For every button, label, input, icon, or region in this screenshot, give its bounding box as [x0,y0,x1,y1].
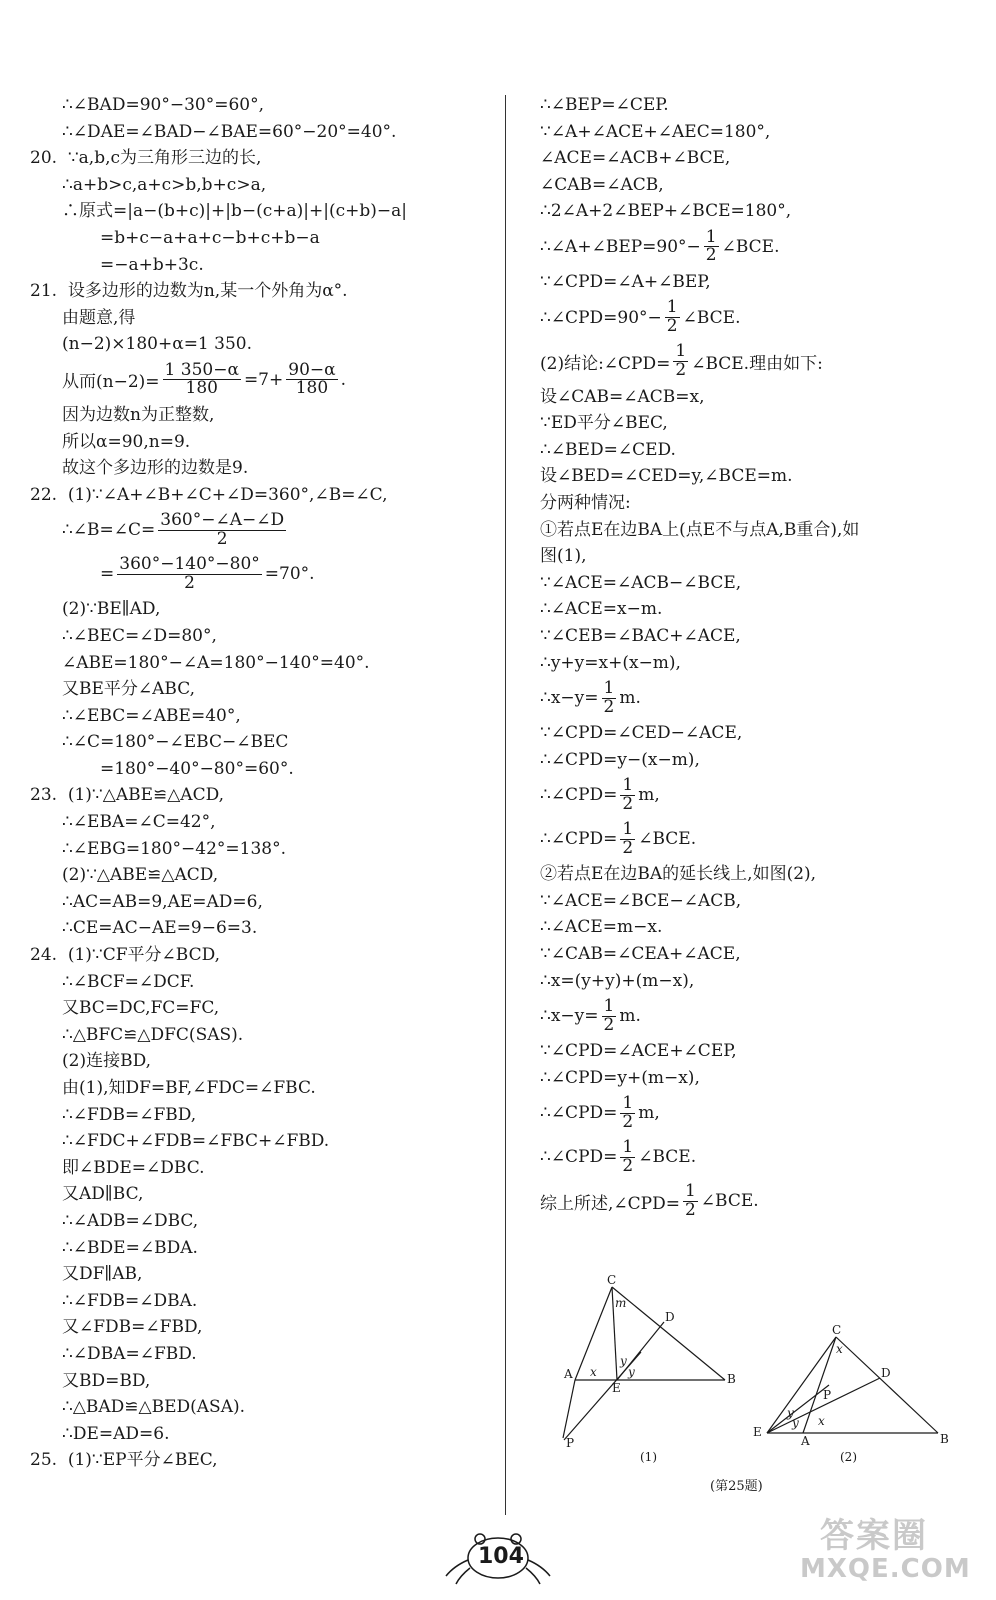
figure-caption: (第25题) [710,1479,763,1494]
svg-text:D: D [665,1310,675,1324]
text-line: 设∠CAB=∠ACB=x, [540,386,705,407]
fraction-line: ∴x−y= $\frac{1}{2}$ m. [540,995,641,1035]
fraction-line: ∴∠CPD= $\frac{1}{2}$ ∠BCE. [540,818,697,858]
svg-text:C: C [832,1323,842,1337]
text-line: =180°−40°−80°=60°. [100,758,294,779]
text-line: ∴CE=AC−AE=9−6=3. [62,918,258,939]
svg-text:y: y [628,1365,635,1379]
svg-text:y: y [787,1406,794,1420]
text-line: ∠CAB=∠ACB, [540,174,664,195]
svg-text:(2): (2) [840,1450,857,1464]
question-20: 20. ∵a,b,c为三角形三边的长, [30,148,262,169]
text-line: ∴∠BDE=∠BDA. [62,1237,198,1258]
text-line: ∵∠ACE=∠BCE−∠ACB, [540,890,742,911]
text-line: 因为边数n为正整数, [62,404,215,425]
question-22: 22. (1)∵∠A+∠B+∠C+∠D=360°,∠B=∠C, [30,484,388,505]
left-column [30,92,490,1474]
text-line: ∠ACE=∠ACB+∠BCE, [540,148,731,169]
text-line: ∴∠BEP=∠CEP. [540,95,669,115]
figure-2-labels [753,1323,949,1464]
text-line: ∴AC=AB=9,AE=AD=6, [62,891,263,912]
svg-text:A: A [801,1434,810,1448]
text-line: ∴原式=|a−(b+c)|+|b−(c+a)|+|(c+b)−a| [62,201,407,222]
text-line: ∴∠CPD=y−(x−m), [540,749,700,770]
text-line: (2)∵BE∥AD, [62,599,161,620]
svg-text:P: P [823,1388,832,1402]
fraction-line: ∴∠CPD= $\frac{1}{2}$ ∠BCE. [540,1137,697,1176]
text-line: ∴△BAD≌△BED(ASA). [62,1397,246,1418]
text-line: ∵∠CEB=∠BAC+∠ACE, [540,625,741,646]
text-line: 即∠BDE=∠DBC. [62,1157,205,1178]
text-line: ∴∠FDC+∠FDB=∠FBC+∠FBD. [62,1131,330,1152]
column-divider [505,95,506,1515]
svg-text:y: y [792,1416,799,1430]
watermark: 答案圈 MXQE.COM [800,1516,971,1584]
text-line: ∴∠BCF=∠DCF. [62,971,195,992]
text-line: ∴△BFC≌△DFC(SAS). [62,1024,244,1045]
text-line: ∴∠EBG=180°−42°=138°. [62,838,287,859]
right-column [540,92,970,1223]
svg-text:D: D [881,1366,891,1380]
svg-text:B: B [727,1372,736,1386]
fraction-line: (2)结论:∠CPD= $\frac{1}{2}$ ∠BCE.理由如下: [540,341,823,381]
text-line: 又BD=BD, [62,1370,151,1391]
svg-text:x: x [818,1414,825,1428]
svg-text:x: x [836,1342,843,1356]
text-line: ∴∠DBA=∠FBD. [62,1343,197,1364]
text-line: ∵∠ACE=∠ACB−∠BCE, [540,572,742,593]
text-line: ∴∠CPD=y+(m−x), [540,1067,700,1088]
fraction-line: = $\frac{360^\circ-140^\circ-80^\circ}{2}$ =70°. [100,553,315,593]
svg-text:E: E [612,1381,621,1395]
fraction-line: ∴∠B=∠C= $\frac{360^\circ-\angle A-\angle D}{2}$ [62,509,285,549]
text-line: ∴∠ACE=m−x. [540,917,663,938]
figures-25 [540,1275,970,1505]
svg-text:B: B [940,1432,949,1446]
svg-text:A: A [564,1367,573,1381]
text-line: 分两种情况: [540,492,631,513]
fraction-line: 从而(n−2)= $\frac{1 350-\alpha}{180}$ =7+ $\frac{90-\alpha}{180}$ . [62,359,347,399]
fraction-line: ∴∠CPD= $\frac{1}{2}$ m, [540,774,660,814]
svg-text:y: y [620,1354,627,1368]
page-number: 104 [440,1530,556,1586]
text-line: ∴∠C=180°−∠EBC−∠BEC [62,732,289,753]
svg-text:E: E [753,1425,762,1439]
svg-text:(1): (1) [640,1450,657,1464]
text-line: =b+c−a+a+c−b+c+b−a [100,227,320,248]
text-line: ∴∠FDB=∠DBA. [62,1290,198,1311]
svg-text:P: P [566,1436,575,1450]
text-line: ①若点E在边BA上(点E不与点A,B重合),如 [540,519,860,540]
text-line: ∵∠CPD=∠ACE+∠CEP, [540,1041,737,1062]
text-line: 设∠BED=∠CED=y,∠BCE=m. [540,466,793,487]
question-25: 25. (1)∵EP平分∠BEC, [30,1450,218,1471]
text-line: ∠ABE=180°−∠A=180°−140°=40°. [62,652,370,673]
text-line: 又BE平分∠ABC, [62,679,196,700]
text-line: =−a+b+3c. [100,254,204,275]
fraction-line: ∴∠CPD=90°− $\frac{1}{2}$ ∠BCE. [540,297,741,337]
text-line: ∴∠EBA=∠C=42°, [62,812,216,833]
text-line: ∴∠DAE=∠BAD−∠BAE=60°−20°=40°. [62,121,397,142]
text-line: ∴∠EBC=∠ABE=40°, [62,705,241,726]
text-line: 由题意,得 [62,307,136,328]
fraction-line: 综上所述,∠CPD= $\frac{1}{2}$ ∠BCE. [540,1181,759,1220]
text-line: 由(1),知DF=BF,∠FDC=∠FBC. [62,1078,316,1098]
text-line: 又AD∥BC, [62,1184,144,1205]
geometry-figures [540,1275,970,1505]
text-line: ∵∠A+∠ACE+∠AEC=180°, [540,121,771,142]
text-line: ∴a+b>c,a+c>b,b+c>a, [62,174,267,195]
text-line: ∴∠ADB=∠DBC, [62,1210,199,1231]
text-line: ∴∠FDB=∠FBD, [62,1104,197,1125]
svg-text:x: x [590,1365,597,1379]
text-line: 故这个多边形的边数是9. [62,458,249,479]
text-line: ∴∠BED=∠CED. [540,439,676,460]
text-line: ∴∠BAD=90°−30°=60°, [62,95,264,115]
fraction-line: ∴x−y= $\frac{1}{2}$ m. [540,677,641,717]
text-line: ∵∠CPD=∠CED−∠ACE, [540,723,743,744]
text-line: 所以α=90,n=9. [62,431,191,452]
text-line: (2)∵△ABE≌△ACD, [62,865,219,886]
question-24: 24. (1)∵CF平分∠BCD, [30,945,221,966]
text-line: ∴x=(y+y)+(m−x), [540,970,695,991]
text-line: (2)连接BD, [62,1051,152,1072]
text-line: ∴y+y=x+(x−m), [540,652,681,673]
text-line: 又DF∥AB, [62,1264,143,1285]
question-23: 23. (1)∵△ABE≌△ACD, [30,785,225,806]
svg-text:m: m [615,1296,627,1310]
text-line: ∵ED平分∠BEC, [540,413,668,434]
text-line: ∴∠ACE=x−m. [540,599,663,620]
text-line: ∴2∠A+2∠BEP+∠BCE=180°, [540,201,792,222]
text-line: ∴∠BEC=∠D=80°, [62,625,217,646]
text-line: ②若点E在边BA的延长线上,如图(2), [540,864,817,885]
text-line: (n−2)×180+α=1 350. [62,334,253,355]
text-line: 又∠FDB=∠FBD, [62,1317,203,1338]
fraction-line: ∴∠A+∠BEP=90°− $\frac{1}{2}$ ∠BCE. [540,226,780,266]
figure-1-labels [563,1275,736,1464]
figure-1 [563,1287,725,1440]
text-line: ∵∠CPD=∠A+∠BEP, [540,271,711,292]
svg-text:C: C [607,1275,617,1287]
question-21: 21. 设多边形的边数为n,某一个外角为α°. [30,281,348,302]
fraction-line: ∴∠CPD= $\frac{1}{2}$ m, [540,1093,660,1132]
text-line: ∴DE=AD=6. [62,1423,170,1444]
text-line: ∵∠CAB=∠CEA+∠ACE, [540,944,741,965]
text-line: 又BC=DC,FC=FC, [62,998,220,1019]
text-line: 图(1), [540,546,587,567]
